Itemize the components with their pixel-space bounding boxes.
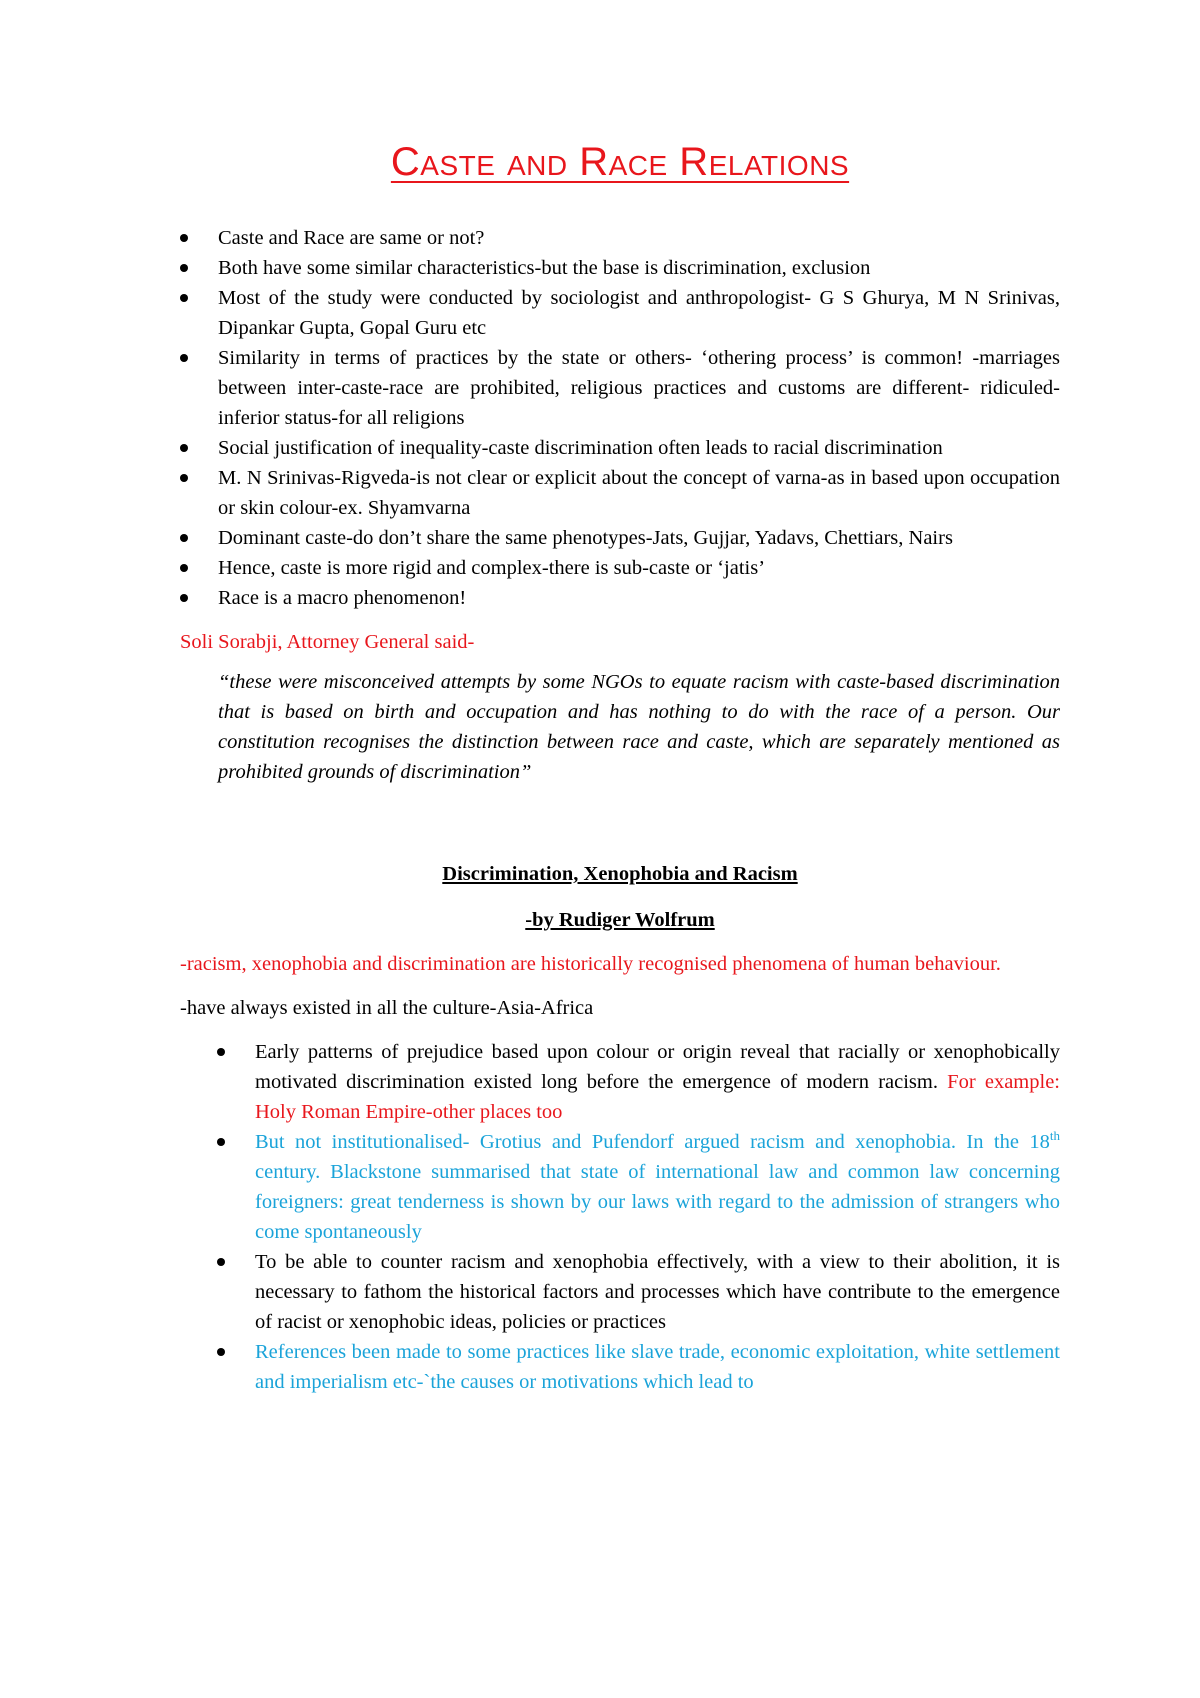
document-page <box>180 140 1060 1397</box>
bullet-text: References been made to some practices like slave trade, economic exploitation, white settlement and imperialism etc-`the causes or motivations which lead to <box>255 1341 1060 1393</box>
page-title: Caste and Race Relations <box>390 140 850 184</box>
quote-speaker: Soli Sorabji, Attorney General said- <box>180 631 475 653</box>
section-intro-red: -racism, xenophobia and discrimination are historically recognised phenomena of human behaviour. <box>180 953 1001 975</box>
section-intro: -have always existed in all the culture-Asia-Africa <box>180 997 594 1019</box>
bullet-icon <box>180 234 188 242</box>
list-item: Caste and Race are same or not? <box>218 223 1060 253</box>
list-item: Social justification of inequality-caste discrimination often leads to racial discrimination <box>218 433 1060 463</box>
bullet-icon <box>217 1348 225 1356</box>
bullet-icon <box>180 444 188 452</box>
bullet-icon <box>217 1048 225 1056</box>
list-item: Dominant caste-do don’t share the same phenotypes-Jats, Gujjar, Yadavs, Chettiars, Nairs <box>218 523 1060 553</box>
list-item <box>255 1127 1060 1247</box>
list-item <box>255 1247 1060 1337</box>
bullet-icon <box>180 534 188 542</box>
racism-bullet-list <box>180 1037 1060 1397</box>
bullet-icon <box>180 354 188 362</box>
list-item: M. N Srinivas-Rigveda-is not clear or explicit about the concept of varna-as in based upon occupation or skin colour-ex. Shyamvarna <box>218 463 1060 523</box>
caste-race-bullet-list <box>180 223 1060 613</box>
list-item: Both have some similar characteristics-but the base is discrimination, exclusion <box>218 253 1060 283</box>
list-item <box>255 1037 1060 1127</box>
section-byline: -by Rudiger Wolfrum <box>525 909 715 931</box>
ordinal-suffix: th <box>1049 1128 1060 1144</box>
bullet-text: To be able to counter racism and xenophobia effectively, with a view to their abolition, it is necessary to fathom the historical factors and processes which have contribute to the emergence of racist or xenophobic ideas, policies or practices <box>255 1251 1060 1333</box>
bullet-icon <box>180 564 188 572</box>
list-item <box>255 1337 1060 1397</box>
bullet-text-cont: century. Blackstone summarised that state of international law and common law concerning foreigners: great tenderness is shown by our laws with regard to the admission of strangers who come spontaneously <box>255 1161 1060 1243</box>
bullet-example: For example: Holy Roman Empire-other places too <box>255 1071 1060 1123</box>
bullet-icon <box>180 474 188 482</box>
bullet-text: But not institutionalised- Grotius and Pufendorf argued racism and xenophobia. In the 18 <box>255 1131 1050 1153</box>
quote-text: “these were misconceived attempts by some NGOs to equate racism with caste-based discrimination that is based on birth and occupation and has nothing to do with the race of a person. Our constitution recognises the distinction between race and caste, which are separately mentioned as prohibited grounds of discrimination” <box>218 671 1060 783</box>
list-item: Race is a macro phenomenon! <box>218 583 1060 613</box>
bullet-icon <box>180 264 188 272</box>
bullet-icon <box>217 1138 225 1146</box>
section-heading: Discrimination, Xenophobia and Racism <box>442 863 798 885</box>
list-item: Hence, caste is more rigid and complex-there is sub-caste or ‘jatis’ <box>218 553 1060 583</box>
list-item: Similarity in terms of practices by the state or others- ‘othering process’ is common! -marriages between inter-caste-race are prohibited, religious practices and customs are different- ridiculed- inferior status-for all religions <box>218 343 1060 433</box>
bullet-text: Early patterns of prejudice based upon colour or origin reveal that racially or xenophobically motivated discrimination existed long before the emergence of modern racism. <box>255 1041 1060 1093</box>
bullet-icon <box>217 1258 225 1266</box>
bullet-icon <box>180 294 188 302</box>
bullet-icon <box>180 594 188 602</box>
list-item: Most of the study were conducted by sociologist and anthropologist- G S Ghurya, M N Srinivas, Dipankar Gupta, Gopal Guru etc <box>218 283 1060 343</box>
